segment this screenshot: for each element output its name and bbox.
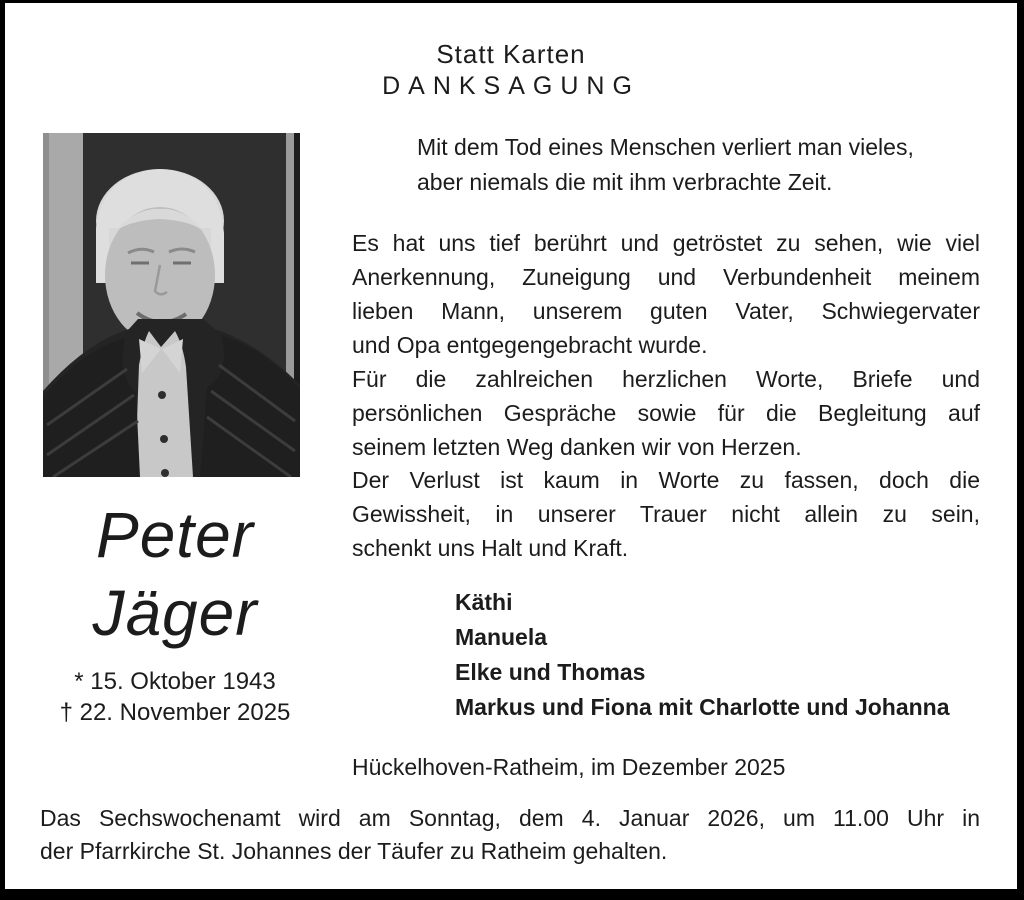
notice-header [5,39,1017,101]
memorial-service-note [40,802,980,868]
place-and-date: Hückelhoven-Ratheim, im Dezember 2025 [352,754,786,780]
text-line: Markus und Fiona mit Charlotte und Johanna [455,694,950,720]
deceased-last-name: Jäger [92,577,258,649]
text-line: Käthi [455,589,513,615]
deceased-name-block [30,496,320,728]
text-line: Der Verlust ist kaum in Worte zu fassen, doch die [352,467,980,493]
pretitle: Statt Karten [436,39,586,69]
text-line: Manuela [455,624,548,650]
deceased-first-name: Peter [96,499,254,571]
portrait-illustration [43,133,300,477]
text-line: Das Sechswochenamt wird am Sonntag, dem 4. Januar 2026, um 11.00 Uhr in [40,805,980,831]
mourners-list [455,585,995,725]
thanks-paragraph-2 [352,362,980,464]
thanks-paragraph-3 [352,463,980,565]
text-line: Mit dem Tod eines Menschen verliert man vieles, [417,134,914,160]
thanks-paragraph-1 [352,226,980,362]
text-line: seinem letzten Weg danken wir von Herzen. [352,434,802,460]
notice-title: DANKSAGUNG [382,72,640,100]
text-line: Es hat uns tief berührt und getröstet zu sehen, wie viel [352,230,980,256]
text-line: Gewissheit, in unserer Trauer nicht allein zu sein, [352,501,980,527]
opening-quote [417,130,987,200]
text-line: persönlichen Gespräche sowie für die Begleitung auf [352,400,980,426]
birth-date: * 15. Oktober 1943 [74,668,276,695]
text-line: Für die zahlreichen herzlichen Worte, Briefe und [352,366,980,392]
text-line: Anerkennung, Zuneigung und Verbundenheit meinem [352,264,980,290]
text-line: aber niemals die mit ihm verbrachte Zeit. [417,169,833,195]
text-line: und Opa entgegengebracht wurde. [352,332,708,358]
text-line: Elke und Thomas [455,659,646,685]
life-dates [30,666,320,728]
text-line: lieben Mann, unserem guten Vater, Schwiegervater [352,298,980,324]
portrait-photo [43,133,300,477]
death-date: † 22. November 2025 [59,699,291,726]
text-line: schenkt uns Halt und Kraft. [352,535,629,561]
notice-card [5,3,1017,889]
text-line: der Pfarrkirche St. Johannes der Täufer zu Ratheim gehalten. [40,838,668,864]
